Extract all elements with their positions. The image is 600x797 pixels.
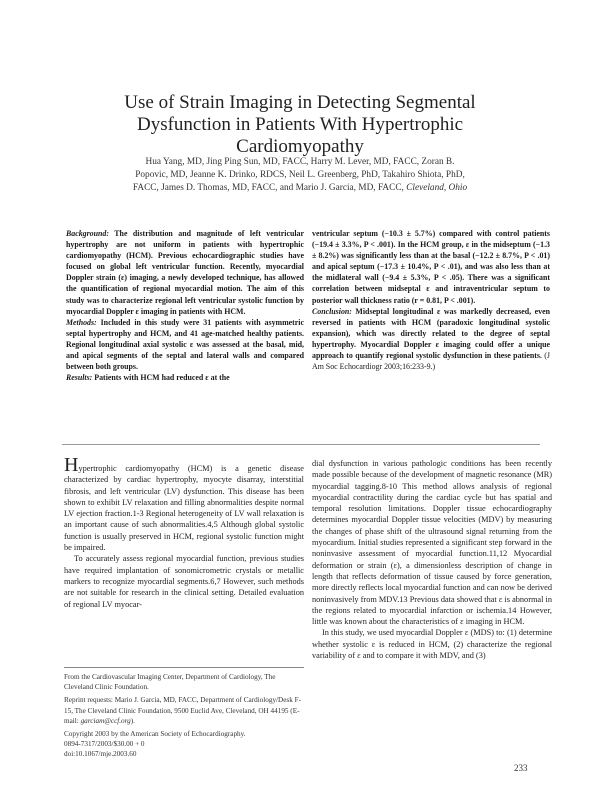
intro-paragraph-2: To accurately assess regional myocardial function, previous studies have required implantation of sonomicrometric crystals or metallic markers to recognize myocardial segments.6,7 However, such methods are not suitable for research in the clinical setting. Detailed evaluation of regional LV myocar- — [64, 554, 304, 609]
doi-note: doi:10.1067/mje.2003.60 — [64, 750, 137, 759]
intro-paragraph-4: In this study, we used myocardial Doppler ε (MDS) to: (1) determine whether systolic ε is reduced in HCM, (2) characterize the regional variability of ε and to compare it with MDV, and (3) — [312, 628, 552, 661]
affiliation-note: From the Cardiovascular Imaging Center, Department of Cardiology, The Cleveland Clinic Foundation. — [64, 673, 276, 692]
methods-heading: Methods: — [66, 317, 97, 327]
journal-citation: (J Am Soc Echocardiogr 2003;16:233-9.) — [312, 351, 550, 372]
body-column-left — [64, 454, 304, 610]
authors-line-3-text: FACC, James D. Thomas, MD, FACC, and Mario J. Garcia, MD, FACC, — [132, 183, 404, 193]
abstract-results-continued: ventricular septum (−10.3 ± 5.7%) compared with control patients (−19.4 ± 3.3%, P < .001). In the HCM group, ε in the midseptum (−1.3 ± 8.2%) was significantly less than at the basal (−12.2 ± 8.7%, P < .01) and apical septum (−17.3 ± 10.4%, P < .01), and was also less than at the midlateral wall (−9.4 ± 5.3%, P < .05). There was a significant correlation between midseptal ε and intraventricular septum to posterior wall thickness ratio (r = 0.81, P < .001). — [312, 229, 550, 305]
results-heading: Results: — [66, 373, 93, 383]
title-line-2: Dysfunction in Patients With Hypertrophic — [136, 114, 464, 135]
intro-paragraph-3: dial dysfunction in various pathologic conditions has been recently made possible because of the development of magnetic resonance (MR) myocardial tagging.8-10 This method allows analysis of regional myocardial contractility during the cardiac cycle but has spatial and temporal resolution limitations. Doppler tissue echocardiography determines myocardial Doppler tissue velocities (MDV) by measuring the changes of phase shift of the ultrasound signal returning from the myocardium. Initial studies represented a significant step forward in the noninvasive assessment of myocardial function.11,12 Myocardial deformation or strain (ε), a dimensionless description of change in length that reflects deformation of tissue caused by force generation, more directly reflects local myocardial function and can now be derived noninvasively from MDV.13 Previous data showed that ε is abnormal in the regions related to myocardial infarction or ischemia.14 However, little was known about the characteristics of ε imaging in HCM. — [312, 459, 552, 627]
section-divider — [62, 444, 540, 445]
abstract-background — [66, 228, 304, 317]
abstract-column-left — [66, 228, 304, 383]
abstract-methods — [66, 317, 304, 372]
footnotes — [64, 672, 304, 760]
body-column-right — [312, 458, 552, 661]
page-number: 233 — [514, 763, 528, 773]
authors-line-1: Hua Yang, MD, Jing Ping Sun, MD, FACC, Harry M. Lever, MD, FACC, Zoran B. — [145, 157, 455, 167]
title-line-3: Cardiomyopathy — [236, 136, 364, 157]
authors-line-3 — [95, 182, 505, 195]
conclusion-text: Midseptal longitudinal ε was markedly decreased, even reversed in patients with HCM (paradoxic longitudinal systolic expansion), which was directly related to the degree of septal hypertrophy. Myocardial Doppler ε imaging could offer a unique approach to quantify regional systolic dysfunction in these patients. — [312, 306, 550, 361]
reprint-text: Reprint requests: Mario J. Garcia, MD, FACC, Department of Cardiology/Desk F-15, The Cleveland Clinic Foundation, 9500 Euclid Ave, Cleveland, OH 44195 (E-mail: — [64, 696, 302, 725]
abstract-column-right — [312, 228, 550, 372]
intro-paragraph-1 — [64, 454, 304, 553]
author-email: garciam@ccf.org — [80, 716, 131, 725]
article-title — [70, 92, 530, 158]
background-heading: Background: — [66, 229, 109, 238]
issn-note: 0894-7317/2003/$30.00 + 0 — [64, 740, 145, 749]
author-list — [95, 156, 505, 195]
copyright-note: Copyright 2003 by the American Society of Echocardiography. — [64, 730, 246, 739]
results-text: Patients with HCM had reduced ε at the — [94, 373, 230, 383]
reprint-note — [64, 695, 304, 726]
drop-cap: H — [64, 454, 79, 476]
abstract-results — [66, 372, 304, 383]
abstract-conclusion — [312, 306, 550, 373]
background-text: The distribution and magnitude of left ventricular hypertrophy are not uniform in patients with hypertrophic cardiomyopathy (HCM). Previous echocardiographic studies have focused on global left ventricular function. Recently, myocardial Doppler strain (ε) imaging, a newly developed technique, has allowed the quantification of regional myocardial motion. The aim of this study was to characterize regional left ventricular systolic function by myocardial Doppler ε imaging in patients with HCM. — [66, 229, 304, 316]
methods-text: Included in this study were 31 patients with asymmetric septal hypertrophy and HCM, and 41 age-matched healthy patients. Regional longitudinal axial systolic ε was assessed at the basal, mid, and apical segments of the septal and lateral walls and compared between both groups. — [66, 317, 304, 372]
title-line-1: Use of Strain Imaging in Detecting Segmental — [124, 92, 476, 113]
reprint-end: ). — [130, 716, 135, 725]
footnote-divider — [64, 667, 304, 668]
authors-line-2: Popovic, MD, Jeanne K. Drinko, RDCS, Neil L. Greenberg, PhD, Takahiro Shiota, PhD, — [135, 170, 465, 180]
conclusion-heading: Conclusion: — [312, 306, 352, 316]
author-location: Cleveland, Ohio — [406, 183, 468, 193]
intro-paragraph-1-text: ypertrophic cardiomyopathy (HCM) is a genetic disease characterized by cardiac hypertrophy, myocyte disarray, interstitial fibrosis, and left ventricular (LV) dysfunction. This disease has been shown to exhibit LV relaxation and filling abnormalities despite normal LV ejection fraction.1-3 Regional heterogeneity of LV wall relaxation is an important cause of such abnormalities.4,5 Although global systolic function is usually preserved in HCM, regional systolic function might be impaired. — [64, 464, 304, 553]
